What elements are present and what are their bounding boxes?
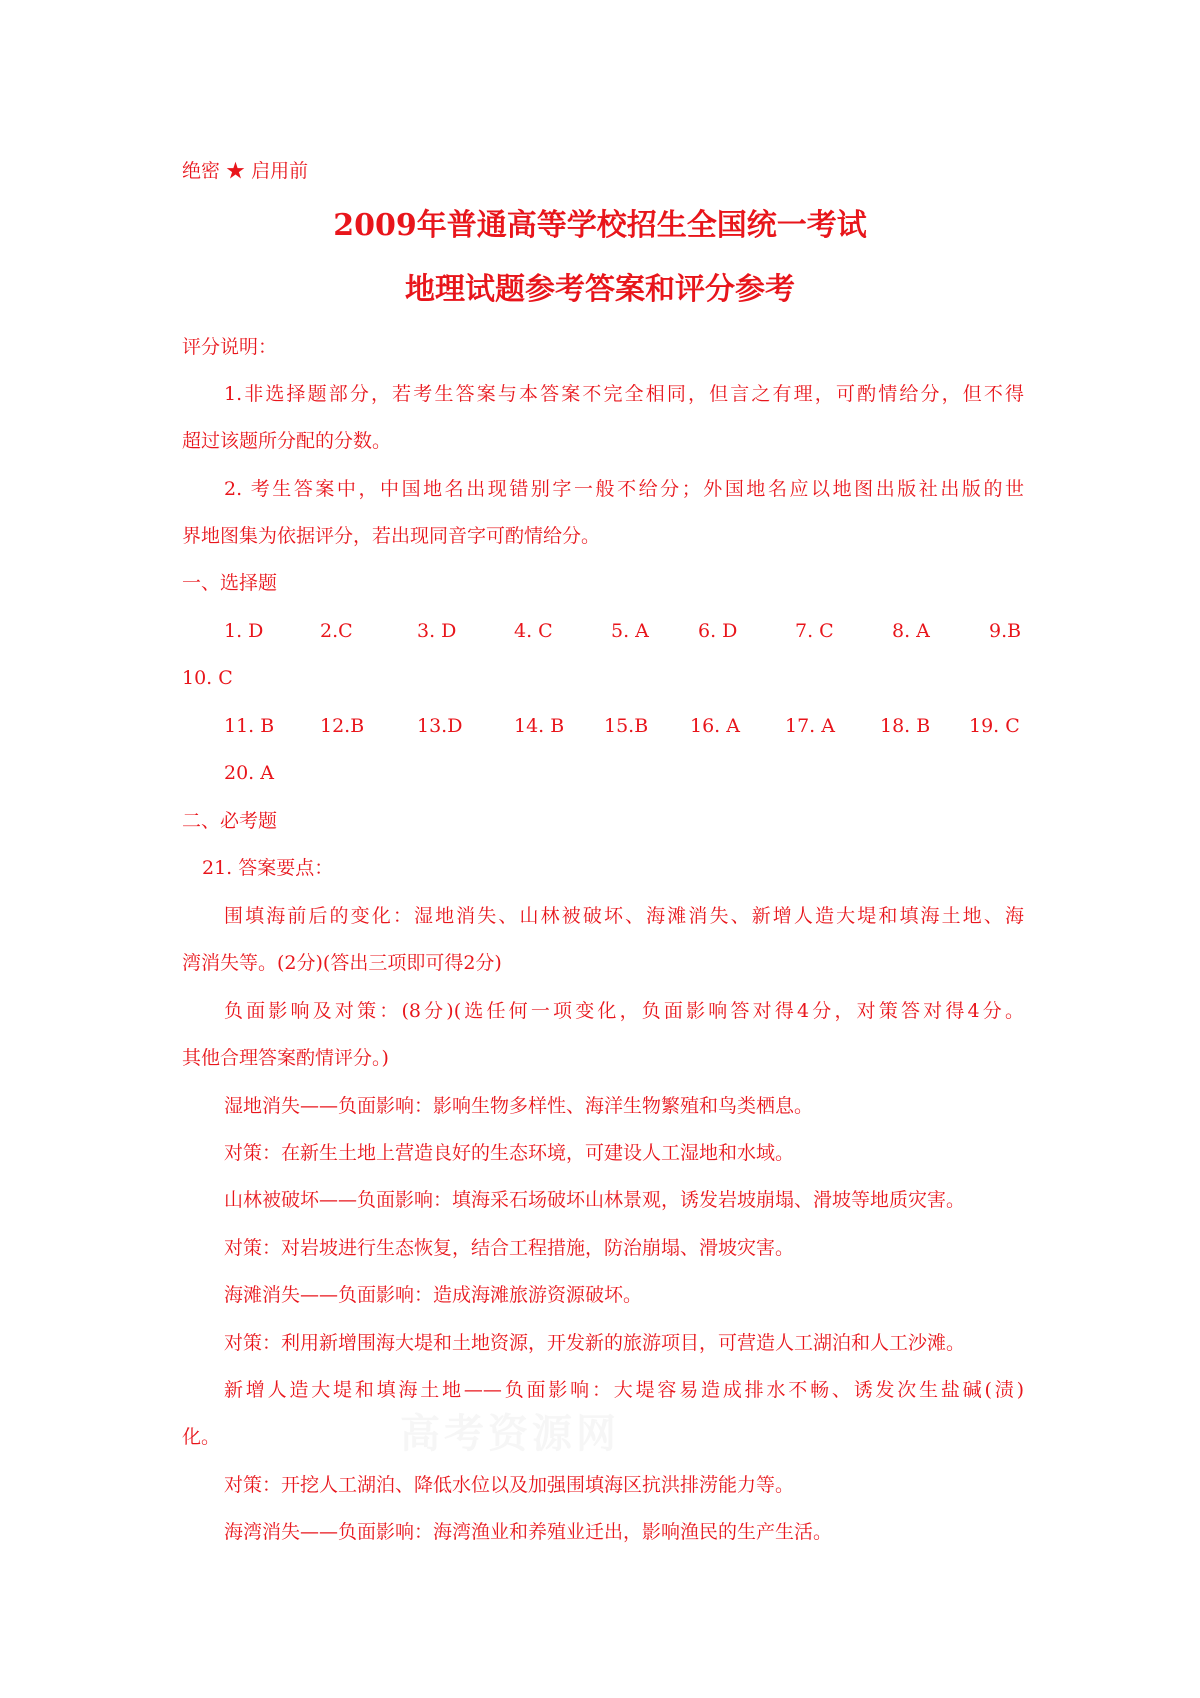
answer-21-changes-line1: 围填海前后的变化：湿地消失、山林被破坏、海滩消失、新增人造大堤和填海土地、海: [224, 905, 1024, 927]
answer-18: 18. B: [880, 715, 931, 737]
scoring-p1-line2: 超过该题所分配的分数。: [182, 430, 392, 452]
answer-15: 15.B: [604, 715, 649, 737]
secret-label: 绝密 ★ 启用前: [182, 160, 309, 182]
page-subtitle: 地理试题参考答案和评分参考: [405, 272, 795, 307]
answer-2: 2.C: [320, 620, 353, 642]
scoring-p1-line1: 1.非选择题部分，若考生答案与本答案不完全相同，但言之有理，可酌情给分，但不得: [224, 383, 1024, 405]
wetland-measure: 对策：在新生土地上营造良好的生态环境，可建设人工湿地和水域。: [224, 1142, 795, 1164]
embankment-impact-line1: 新增人造大堤和填海土地——负面影响：大堤容易造成排水不畅、诱发次生盐碱(渍): [224, 1379, 1024, 1401]
answer-5: 5. A: [611, 620, 649, 642]
answer-21-impact-line1: 负面影响及对策：(8分)(选任何一项变化，负面影响答对得4分，对策答对得4分。: [224, 1000, 1024, 1022]
answer-21-impact-line2: 其他合理答案酌情评分。): [182, 1047, 389, 1069]
question-21-label: 21. 答案要点：: [202, 857, 334, 879]
answer-21-changes-line2: 湾消失等。(2分)(答出三项即可得2分): [182, 952, 502, 974]
answer-14: 14. B: [514, 715, 565, 737]
answer-20: 20. A: [224, 762, 274, 784]
watermark: 高考资源网: [400, 1410, 620, 1457]
answer-3: 3. D: [417, 620, 457, 642]
scoring-p2-line1: 2. 考生答案中，中国地名出现错别字一般不给分；外国地名应以地图出版社出版的世: [224, 478, 1024, 500]
answer-10: 10. C: [182, 667, 233, 689]
answer-8: 8. A: [892, 620, 930, 642]
answer-13: 13.D: [417, 715, 463, 737]
bay-impact: 海湾消失——负面影响：海湾渔业和养殖业迁出，影响渔民的生产生活。: [224, 1521, 833, 1543]
scoring-heading: 评分说明：: [182, 336, 278, 358]
answer-19: 19. C: [969, 715, 1020, 737]
beach-measure: 对策：利用新增围海大堤和土地资源，开发新的旅游项目，可营造人工湖泊和人工沙滩。: [224, 1332, 966, 1354]
scoring-p2-line2: 界地图集为依据评分，若出现同音字可酌情给分。: [182, 525, 601, 547]
answer-11: 11. B: [224, 715, 275, 737]
section2-heading: 二、必考题: [182, 810, 278, 832]
answer-12: 12.B: [320, 715, 365, 737]
embankment-measure: 对策：开挖人工湖泊、降低水位以及加强围填海区抗洪排涝能力等。: [224, 1474, 795, 1496]
forest-impact: 山林被破坏——负面影响：填海采石场破坏山林景观，诱发岩坡崩塌、滑坡等地质灾害。: [224, 1189, 966, 1211]
embankment-impact-line2: 化。: [182, 1426, 221, 1448]
beach-impact: 海滩消失——负面影响：造成海滩旅游资源破坏。: [224, 1284, 643, 1306]
page-title: 2009年普通高等学校招生全国统一考试: [333, 208, 867, 243]
section1-heading: 一、选择题: [182, 572, 278, 594]
forest-measure: 对策：对岩坡进行生态恢复，结合工程措施，防治崩塌、滑坡灾害。: [224, 1237, 795, 1259]
answer-4: 4. C: [514, 620, 553, 642]
answer-7: 7. C: [795, 620, 834, 642]
answer-9: 9.B: [989, 620, 1022, 642]
wetland-impact: 湿地消失——负面影响：影响生物多样性、海洋生物繁殖和鸟类栖息。: [224, 1095, 814, 1117]
answer-16: 16. A: [690, 715, 740, 737]
answer-17: 17. A: [785, 715, 835, 737]
answer-6: 6. D: [698, 620, 738, 642]
answer-1: 1. D: [224, 620, 264, 642]
